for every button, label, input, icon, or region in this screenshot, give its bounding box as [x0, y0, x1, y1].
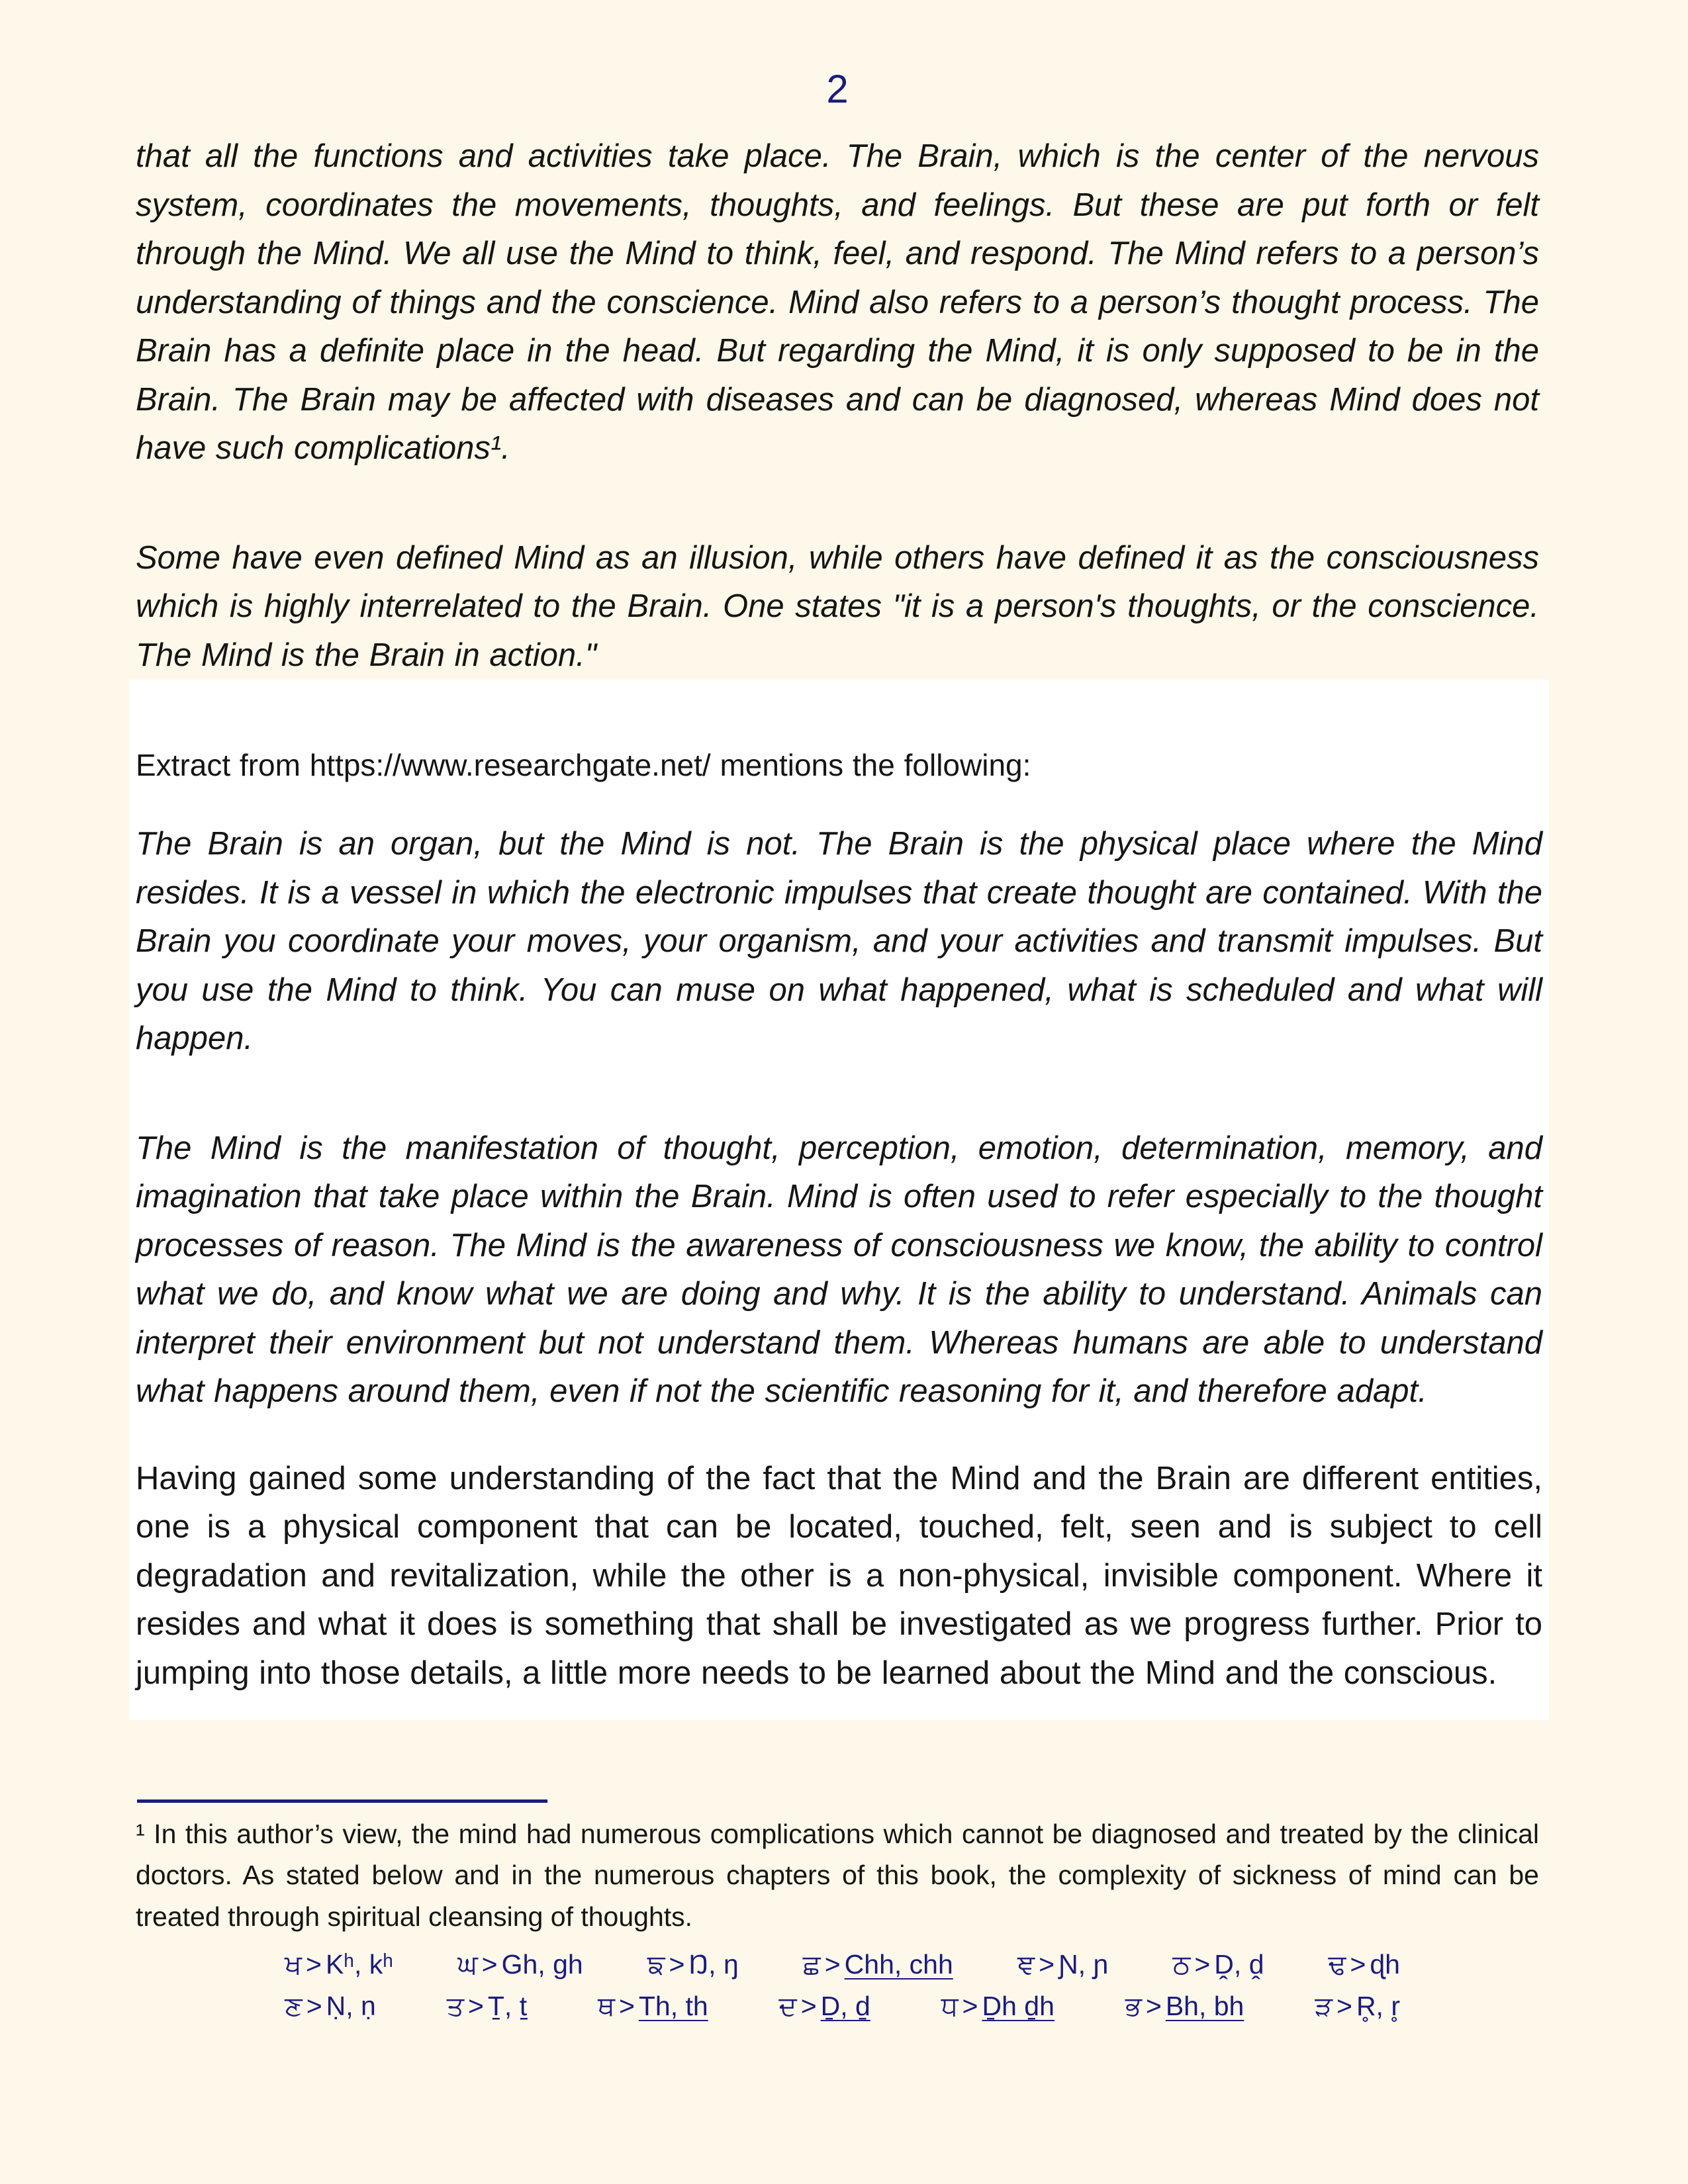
transliteration: ɖh [1370, 1948, 1400, 1979]
gurmukhi-letter: ਖ [285, 1948, 302, 1979]
transliteration: Chh, chh [844, 1948, 953, 1979]
letter-mapping [941, 1985, 1055, 2028]
letter-row [285, 1944, 1400, 1986]
gurmukhi-letter: ਥ [597, 1991, 615, 2022]
maps-to-symbol: > [1039, 1948, 1055, 1979]
letter-mapping [1017, 1944, 1108, 1986]
paragraph-brain-mind-intro: that all the functions and activities take place. The Brain, which is the center of the nervous system, coordinates the movements, thoughts, and feelings. But these are put forth or felt through the Mind. We all use the Mind to think, feel, and respond. The Mind refers to a person’s understanding of things and the conscience. Mind also refers to a person’s thought process. The Brain has a definite place in the head. But regarding the Mind, it is only supposed to be in the Brain. The Brain may be affected with diseases and can be diagnosed, whereas Mind does not have such complications¹. [136, 138, 1539, 466]
gurmukhi-letter: ਤ [446, 1991, 464, 2022]
transliteration: Ṯ, ṯ [487, 1991, 528, 2022]
page-number: 2 [826, 67, 849, 111]
paragraph-brain-organ: The Brain is an organ, but the Mind is not. The Brain is the physical place where the Mind resides. It is a vessel in which the electronic impulses that create thought are contained. With the Brain you coordinate your moves, your organism, and your activities and transmit impulses. But you use the Mind to think. You can muse on what happened, what is scheduled and what will happen. [136, 826, 1542, 1056]
gurmukhi-letter: ਞ [1017, 1948, 1035, 1979]
gurmukhi-letter: ਘ [457, 1948, 478, 1979]
gurmukhi-letter: ਧ [941, 1991, 959, 2022]
transliteration: Th, th [638, 1991, 708, 2022]
transliteration: Ŋ, ŋ [688, 1948, 739, 1979]
maps-to-symbol: > [306, 1948, 322, 1979]
footnote-section [136, 1799, 1539, 2028]
maps-to-symbol: > [1145, 1991, 1162, 2022]
maps-to-symbol: > [669, 1948, 685, 1979]
gurmukhi-letter: ਦ [778, 1991, 797, 2022]
letter-mapping [803, 1944, 953, 1986]
highlighted-block [129, 680, 1549, 1720]
footnote-text: ¹ In this author’s view, the mind had numerous complications which cannot be diagnosed and treated by the clinical doctors. As stated below and in the numerous chapters of this book, the complexity of sickness of mind can be treated through spiritual cleansing of thoughts. [136, 1819, 1539, 1932]
paragraph-mind-illusion: Some have even defined Mind as an illusion, while others have defined it as the consciousness which is highly interrelated to the Brain. One states "it is a person's thoughts, or the conscience. The Mind is the Brain in action." [136, 539, 1539, 673]
maps-to-symbol: > [1336, 1991, 1352, 2022]
letter-mapping [1315, 1985, 1400, 2028]
footnote-separator-rule [137, 1799, 547, 1803]
maps-to-symbol: > [962, 1991, 978, 2022]
letter-mapping [457, 1944, 583, 1986]
letter-mapping [1329, 1944, 1400, 1986]
paragraph-having-gained: Having gained some understanding of the fact that the Mind and the Brain are different entities, one is a physical component that can be located, touched, felt, seen and is subject to cell degradation and revitalization, while the other is a non-physical, invisible component. Where it resides and what it does is something that shall be investigated as we progress further. Prior to jumping into those details, a little more needs to be learned about the Mind and the conscious. [136, 1460, 1542, 1691]
maps-to-symbol: > [800, 1991, 817, 2022]
transliteration: Ɲ, ɲ [1058, 1948, 1109, 1979]
gurmukhi-letter: ਭ [1125, 1991, 1142, 2022]
maps-to-symbol: > [481, 1948, 498, 1979]
transliteration: Ḏ, ḏ [820, 1991, 870, 2022]
letter-mapping [285, 1985, 376, 2028]
gurmukhi-letter: ਛ [802, 1948, 821, 1979]
transliteration: R̥, r̥ [1356, 1991, 1400, 2022]
transliteration: Ḓ, ḓ [1214, 1948, 1264, 1979]
letter-mapping [647, 1944, 739, 1986]
gurmukhi-letter: ਣ [285, 1991, 303, 2022]
letter-mapping [285, 1944, 393, 1986]
transliteration: Gh, gh [501, 1948, 583, 1979]
maps-to-symbol: > [306, 1991, 322, 2022]
letter-mapping [1172, 1944, 1264, 1986]
letter-mapping [447, 1985, 527, 2028]
extract-source-line: Extract from https://www.researchgate.net/ mentions the following: [136, 748, 1031, 782]
letter-mapping [598, 1985, 708, 2028]
maps-to-symbol: > [618, 1991, 635, 2022]
transliteration-table [285, 1944, 1400, 2028]
maps-to-symbol: > [824, 1948, 841, 1979]
maps-to-symbol: > [467, 1991, 484, 2022]
transliteration: Bh, bh [1165, 1991, 1244, 2022]
gurmukhi-letter: ੜ [1315, 1991, 1333, 2022]
transliteration: Ṇ, ṇ [326, 1991, 376, 2022]
gurmukhi-letter: ਠ [1172, 1948, 1191, 1979]
paragraph-mind-manifestation: The Mind is the manifestation of thought, perception, emotion, determination, memory, and imagination that take place within the Brain. Mind is often used to refer especially to the thought processes of reason. The Mind is the awareness of consciousness we know, the ability to control what we do, and know what we are doing and why. It is the ability to understand. Animals can interpret their environment but not understand them. Whereas humans are able to understand what happens around them, even if not the scientific reasoning for it, and therefore adapt. [136, 1130, 1542, 1409]
letter-row [285, 1985, 1400, 2028]
maps-to-symbol: > [1194, 1948, 1211, 1979]
letter-mapping [1125, 1985, 1244, 2028]
maps-to-symbol: > [1350, 1948, 1366, 1979]
transliteration: Kʰ, kʰ [325, 1948, 394, 1979]
transliteration: Ḏh ḏh [982, 1991, 1055, 2022]
letter-mapping [779, 1985, 870, 2028]
gurmukhi-letter: ਙ [647, 1948, 665, 1979]
gurmukhi-letter: ਢ [1328, 1948, 1346, 1979]
